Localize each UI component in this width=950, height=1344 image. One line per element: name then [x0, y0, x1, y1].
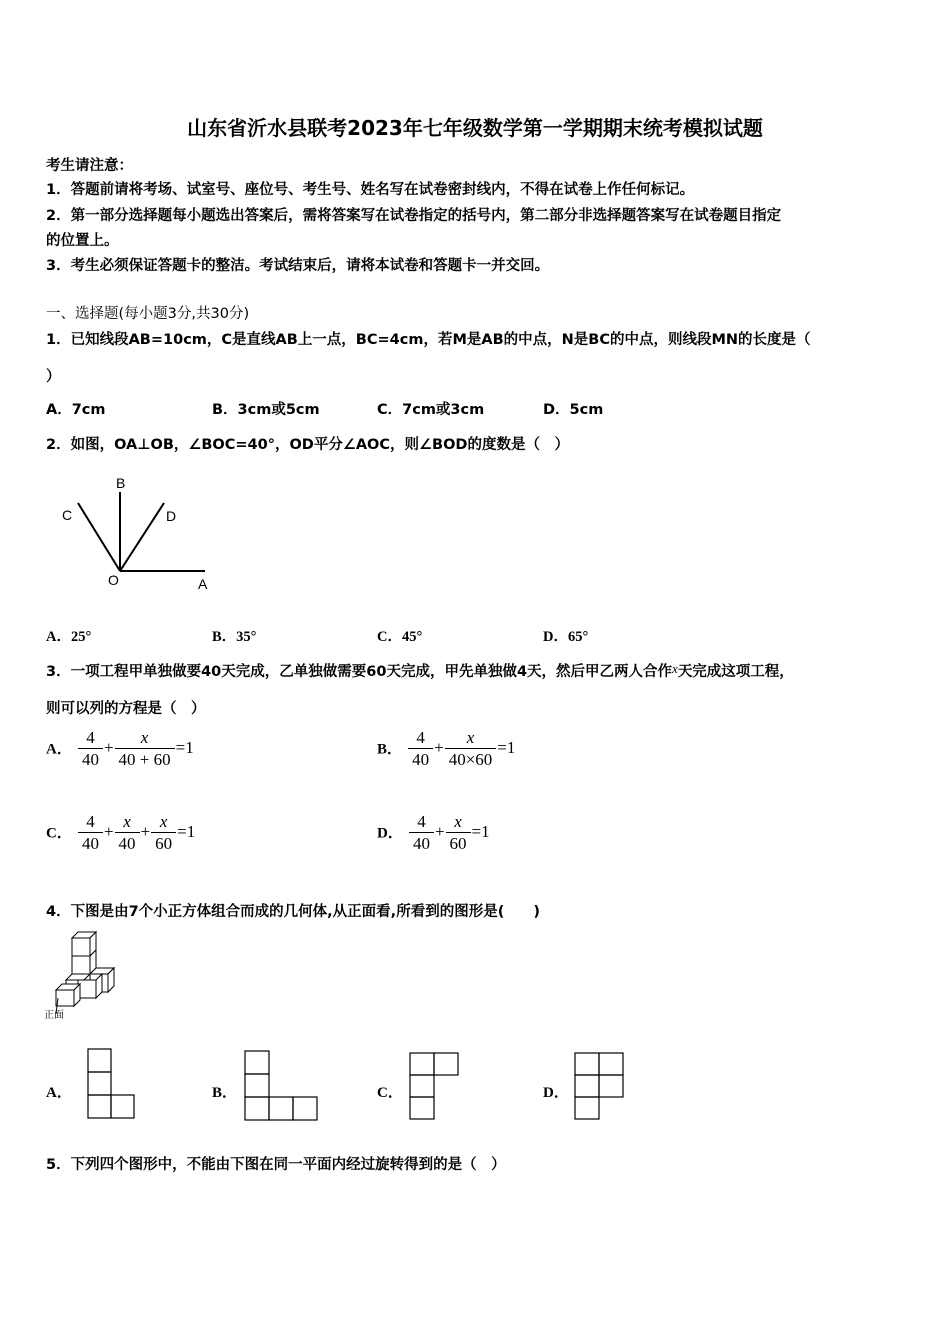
- q5-stem: 5．下列四个图形中，不能由下图在同一平面内经过旋转得到的是（ ）: [46, 1157, 506, 1173]
- q2-stem: 2．如图，OA⊥OB，∠BOC=40°，OD平分∠AOC，则∠BOD的度数是（ ）: [46, 437, 569, 453]
- notice-item-3: 3．考生必须保证答题卡的整洁。考试结束后，请将本试卷和答题卡一并交回。: [46, 258, 550, 274]
- section-heading: 一、选择题(每小题3分,共30分): [46, 306, 250, 322]
- q4-option-b-label[interactable]: B．: [212, 1085, 238, 1101]
- q4-option-b-figure[interactable]: [245, 1051, 320, 1121]
- label-d: D: [166, 508, 177, 524]
- q4-option-d-figure[interactable]: [575, 1053, 627, 1123]
- q1-stem-end: ）: [46, 369, 61, 385]
- label-c: C: [62, 507, 73, 523]
- q4-option-a-label[interactable]: A．: [46, 1085, 72, 1101]
- q3-option-c[interactable]: C． $\frac{4}{40}$ + $\frac{x}{40}$ + $\frac{x}{60}$ =1: [46, 812, 196, 853]
- front-label: 正面: [44, 1010, 64, 1021]
- q1-stem: 1．已知线段AB=10cm，C是直线AB上一点，BC=4cm，若M是AB的中点，N是BC的中点，则线段MN的长度是（: [46, 332, 811, 348]
- ray-oc: [78, 503, 120, 571]
- q1-option-a[interactable]: A．7cm: [46, 402, 106, 418]
- q3-stem-part-2: 天完成这项工程，: [677, 664, 794, 680]
- label-b: B: [116, 475, 126, 491]
- q4-stem: 4．下图是由7个小正方体组合而成的几何体,从正面看,所看到的图形是( ): [46, 904, 540, 920]
- q1-option-d[interactable]: D．5cm: [543, 402, 604, 418]
- page-title: 山东省沂水县联考2023年七年级数学第一学期期末统考模拟试题: [187, 116, 763, 140]
- q4-option-a-figure[interactable]: [88, 1049, 138, 1119]
- q2-option-d[interactable]: D．65°: [543, 629, 589, 645]
- q1-option-b[interactable]: B．3cm或5cm: [212, 402, 320, 418]
- q3-stem: [46, 660, 794, 681]
- q4-option-c-label[interactable]: C．: [377, 1085, 403, 1101]
- notice-heading: 考生请注意：: [46, 158, 133, 174]
- q3-stem-part-1: 3．一项工程甲单独做要40天完成，乙单独做需要60天完成，甲先单独做4天，然后甲乙两人合作: [46, 664, 673, 680]
- q3-option-b-label: B．: [377, 741, 403, 758]
- q2-option-b[interactable]: B．35°: [212, 629, 257, 645]
- q2-option-c[interactable]: C．45°: [377, 629, 423, 645]
- q3-variable-x: x: [672, 661, 678, 676]
- notice-item-2a: 2．第一部分选择题每小题选出答案后，需将答案写在试卷指定的括号内，第二部分非选择题答案写在试卷题目指定: [46, 208, 782, 224]
- q3-stem-line-2: 则可以列的方程是（ ）: [46, 701, 206, 717]
- notice-item-1: 1．答题前请将考场、试室号、座位号、考生号、姓名写在试卷密封线内，不得在试卷上作任何标记。: [46, 182, 695, 198]
- q3-option-b[interactable]: B． $\frac{4}{40}$ + $\frac{x}{40\times 60}$ =1: [377, 728, 516, 769]
- q3-option-a[interactable]: A． $\frac{4}{40}$ + $\frac{x}{40 + 60}$ =1: [46, 728, 194, 769]
- q3-option-d-label: D．: [377, 825, 403, 842]
- q1-option-c[interactable]: C．7cm或3cm: [377, 402, 485, 418]
- label-o: O: [108, 572, 119, 588]
- q3-option-c-label: C．: [46, 825, 72, 842]
- ray-od: [120, 503, 164, 571]
- notice-item-2b: 的位置上。: [46, 233, 119, 249]
- q3-option-a-label: A．: [46, 741, 72, 758]
- q2-option-a[interactable]: A．25°: [46, 629, 92, 645]
- q2-angle-figure: [50, 470, 220, 595]
- q4-cube-figure: [44, 928, 124, 1023]
- q4-option-d-label[interactable]: D．: [543, 1085, 569, 1101]
- label-a: A: [198, 576, 208, 592]
- q3-option-d[interactable]: D． $\frac{4}{40}$ + $\frac{x}{60}$ =1: [377, 812, 490, 853]
- q4-option-c-figure[interactable]: [410, 1053, 462, 1123]
